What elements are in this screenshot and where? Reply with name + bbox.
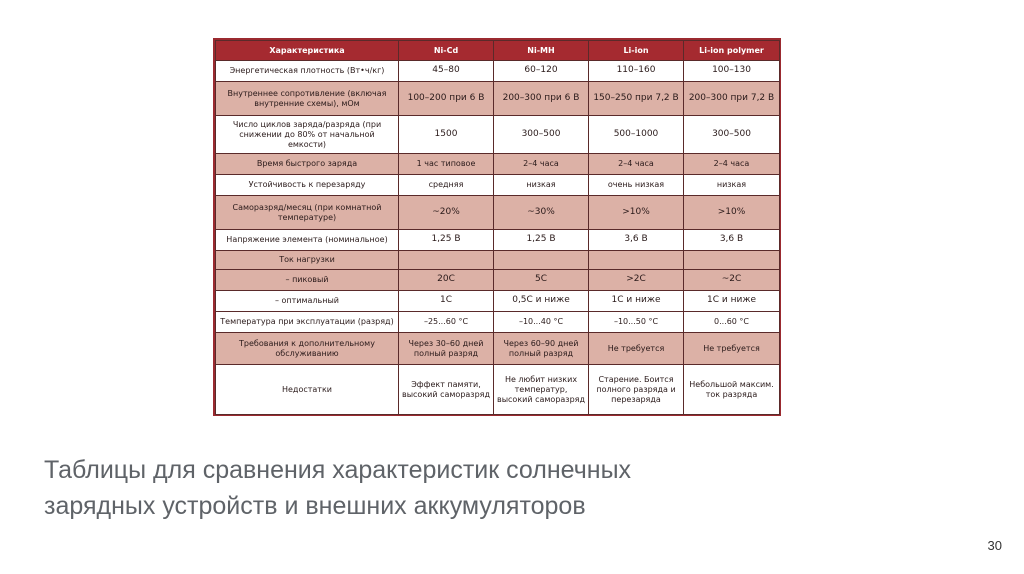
header-cell: Характеристика <box>216 41 399 61</box>
table-row <box>216 365 780 415</box>
table-row <box>216 270 780 291</box>
table-cell <box>399 251 494 270</box>
table-cell: 200–300 при 6 В <box>494 82 589 116</box>
table-cell: 150–250 при 7,2 В <box>589 82 684 116</box>
table-cell: средняя <box>399 175 494 196</box>
slide-caption: Таблицы для сравнения характеристик солнечных зарядных устройств и внешних аккумуляторов <box>44 456 632 520</box>
table-cell: >10% <box>684 196 780 230</box>
table-cell: ~20% <box>399 196 494 230</box>
table-cell: Саморазряд/месяц (при комнатной температуре) <box>216 196 399 230</box>
table-cell: низкая <box>684 175 780 196</box>
header-cell: Ni-Cd <box>399 41 494 61</box>
battery-comparison-table <box>215 40 780 415</box>
table-cell: >10% <box>589 196 684 230</box>
table-cell: 20C <box>399 270 494 291</box>
table-cell: Старение. Боится полного разряда и перезаряда <box>589 365 684 415</box>
table-cell: 1C <box>399 291 494 312</box>
table-cell: 300–500 <box>494 116 589 154</box>
table-cell: 2–4 часа <box>684 154 780 175</box>
table-cell: 60–120 <box>494 61 589 82</box>
table-cell: Внутреннее сопротивление (включая внутренние схемы), мОм <box>216 82 399 116</box>
table-cell: – оптимальный <box>216 291 399 312</box>
table-cell: 5C <box>494 270 589 291</box>
table-cell: 100–200 при 6 В <box>399 82 494 116</box>
table-row <box>216 82 780 116</box>
table-cell: Не требуется <box>684 333 780 365</box>
comparison-table-container <box>213 38 781 416</box>
table-cell: Эффект памяти, высокий саморазряд <box>399 365 494 415</box>
table-cell: ~30% <box>494 196 589 230</box>
table-header-row <box>216 41 780 61</box>
table-cell: Через 30–60 дней полный разряд <box>399 333 494 365</box>
table-cell: 2–4 часа <box>494 154 589 175</box>
table-row <box>216 175 780 196</box>
table-cell: 1C и ниже <box>589 291 684 312</box>
table-cell: 1,25 В <box>494 230 589 251</box>
table-cell: Напряжение элемента (номинальное) <box>216 230 399 251</box>
table-row <box>216 154 780 175</box>
table-cell: Недостатки <box>216 365 399 415</box>
table-row <box>216 116 780 154</box>
table-cell: 300–500 <box>684 116 780 154</box>
table-row <box>216 251 780 270</box>
table-cell: 110–160 <box>589 61 684 82</box>
table-cell <box>589 251 684 270</box>
table-cell: Не любит низких температур, высокий саморазряд <box>494 365 589 415</box>
table-cell: 0...60 °C <box>684 312 780 333</box>
header-cell: Li-ion <box>589 41 684 61</box>
table-cell: 0,5C и ниже <box>494 291 589 312</box>
table-cell: Энергетическая плотность (Вт•ч/кг) <box>216 61 399 82</box>
table-cell: Ток нагрузки <box>216 251 399 270</box>
table-cell: 1,25 В <box>399 230 494 251</box>
table-cell: –10...50 °C <box>589 312 684 333</box>
table-row <box>216 312 780 333</box>
table-cell: Устойчивость к перезаряду <box>216 175 399 196</box>
table-cell: 100–130 <box>684 61 780 82</box>
table-cell: 500–1000 <box>589 116 684 154</box>
table-row <box>216 196 780 230</box>
table-cell: 1500 <box>399 116 494 154</box>
table-cell: ~2C <box>684 270 780 291</box>
table-cell: низкая <box>494 175 589 196</box>
table-cell: Время быстрого заряда <box>216 154 399 175</box>
table-cell: –25...60 °C <box>399 312 494 333</box>
table-cell: 1C и ниже <box>684 291 780 312</box>
table-row <box>216 61 780 82</box>
table-cell: 200–300 при 7,2 В <box>684 82 780 116</box>
table-cell <box>494 251 589 270</box>
table-cell: – пиковый <box>216 270 399 291</box>
table-cell: >2C <box>589 270 684 291</box>
header-cell: Li-ion polymer <box>684 41 780 61</box>
table-cell: 3,6 В <box>589 230 684 251</box>
table-row <box>216 291 780 312</box>
header-cell: Ni-MH <box>494 41 589 61</box>
table-row <box>216 230 780 251</box>
table-cell: Число циклов заряда/разряда (при снижении до 80% от начальной емкости) <box>216 116 399 154</box>
table-cell: Не требуется <box>589 333 684 365</box>
table-cell: 2–4 часа <box>589 154 684 175</box>
table-cell: очень низкая <box>589 175 684 196</box>
table-cell: 1 час типовое <box>399 154 494 175</box>
table-cell: Небольшой максим. ток разряда <box>684 365 780 415</box>
table-cell: 45–80 <box>399 61 494 82</box>
table-cell: Через 60–90 дней полный разряд <box>494 333 589 365</box>
table-cell <box>684 251 780 270</box>
table-cell: –10...40 °C <box>494 312 589 333</box>
table-row <box>216 333 780 365</box>
table-cell: Температура при эксплуатации (разряд) <box>216 312 399 333</box>
page-number: 30 <box>987 538 1002 553</box>
table-cell: 3,6 В <box>684 230 780 251</box>
table-cell: Требования к дополнительному обслуживанию <box>216 333 399 365</box>
